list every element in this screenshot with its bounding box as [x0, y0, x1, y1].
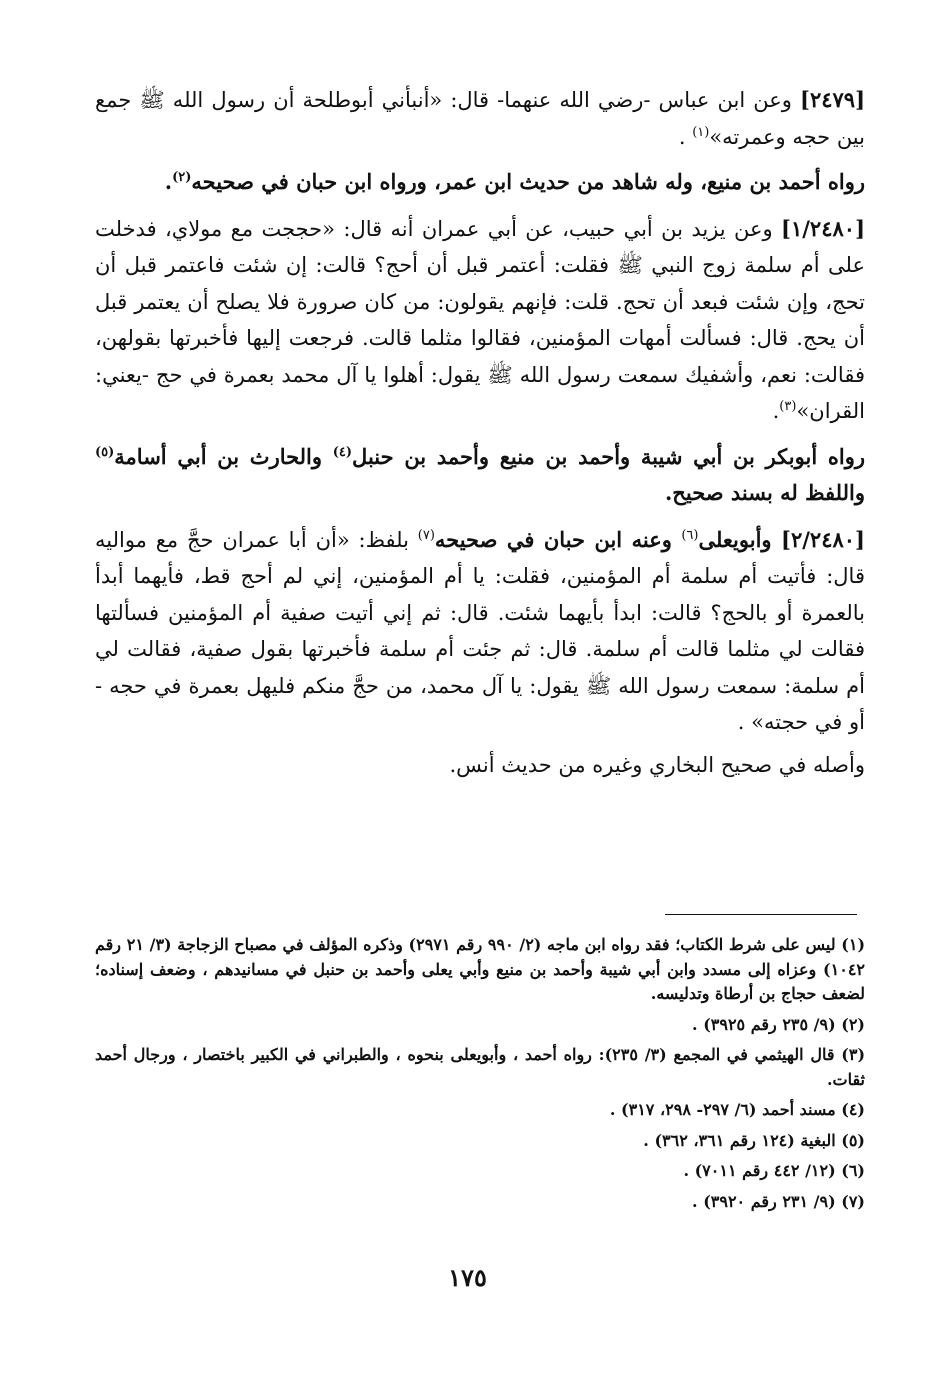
footnote-5: (٥) البغية (١٢٤ رقم ٣٦١، ٣٦٢) .	[643, 1130, 865, 1150]
footnote-ref-2[interactable]: (٢)	[172, 170, 192, 185]
takhrij-part-2: والحارث بن أبي أسامة	[114, 443, 333, 469]
footnote-3: (٣) قال الهيثمي في المجمع (٣/ ٢٣٥): رواه أحمد ، وأبويعلى بنحوه ، والطبراني في الكبير باختصار ، ورجال أحمد ثقات.	[95, 1045, 866, 1089]
hadith-end: .	[678, 124, 693, 149]
footnote-2: (٢) (٩/ ٢٣٥ رقم ٣٩٢٥) .	[692, 1014, 865, 1034]
takhrij-2480-1	[95, 439, 865, 512]
footnote-ref-7[interactable]: (٧)	[417, 527, 435, 543]
hadith-part-2: وعنه ابن حبان في صحيحه	[434, 526, 682, 552]
footnote-separator	[665, 914, 857, 915]
footnote-ref-6[interactable]: (٦)	[681, 527, 699, 543]
hadith-text: وعن يزيد بن أبي حبيب، عن أبي عمران أنه قال: «حججت مع مولاي، فدخلت على أم سلمة زوج النبي ﷺ فقلت: أعتمر قبل أن أحج؟ قالت: إن شئت فاعتمر قبل أن تحج، وإن شئت فبعد أن تحج. قلت: فإنهم يقولون: من كان صرورة فلا يصلح أن يعتمر قبل أن يحج. قال: فسألت أمهات المؤمنين، فقالوا مثلما قالت. فرجعت إليها فأخبرتها بقولهن، فقالت: نعم، وأشفيك سمعت رسول الله ﷺ يقول: أهلوا يا آل محمد بعمرة في حج -يعني: القران»	[95, 216, 865, 423]
hadith-part-1: وأبويعلى	[698, 526, 782, 552]
main-text	[95, 82, 865, 783]
takhrij-end: .	[164, 169, 173, 194]
footnote-ref-1[interactable]: (١)	[692, 124, 710, 140]
footnote-7: (٧) (٩/ ٢٣١ رقم ٣٩٢٠) .	[692, 1191, 865, 1211]
footnotes	[95, 933, 865, 1220]
takhrij-2479	[95, 164, 865, 201]
page-number: ١٧٥	[448, 1263, 487, 1292]
takhrij-text: رواه أحمد بن منيع، وله شاهد من حديث ابن عمر، ورواه ابن حبان في صحيحه	[191, 169, 865, 194]
hadith-number: [١/٢٤٨٠]	[781, 215, 865, 241]
hadith-2480-2	[95, 522, 865, 741]
hadith-number: [٢٤٧٩]	[800, 87, 865, 112]
hadith-part-3: بلفظ: «أن أبا عمران حجَّ مع مواليه قال: فأتيت أم سلمة أم المؤمنين، فقلت: يا أم المؤمنين، إني لم أحج قط، فأيهما أبدأ بالعمرة أو بالحج؟ قالت: ابدأ بأيهما شئت. قال: ثم إني أتيت صفية أم المؤمنين فسألتها فقالت لي مثلما قالت أم سلمة. قال: ثم جئت أم سلمة فأخبرتها بقول صفية، فقالت لي أم سلمة: سمعت رسول الله ﷺ يقول: يا آل محمد، من حجَّ منكم فليهل بعمرة في حجه - أو في حجته» .	[95, 527, 865, 734]
footnote-ref-5[interactable]: (٥)	[95, 444, 115, 460]
takhrij-part-1: رواه أبوبكر بن أبي شيبة وأحمد بن منيع وأحمد بن حنبل	[352, 443, 865, 469]
closing-line: وأصله في صحيح البخاري وغيره من حديث أنس.	[449, 752, 865, 777]
takhrij-part-3: واللفظ له بسند صحيح.	[664, 480, 865, 505]
footnote-1: (١) ليس على شرط الكتاب؛ فقد رواه ابن ماجه (٢/ ٩٩٠ رقم ٢٩٧١) وذكره المؤلف في مصباح الزجاجة (٣/ ٢١ رقم ١٠٤٢) وعزاه إلى مسدد وابن أبي شيبة وأحمد بن منيع وأبي يعلى وأحمد بن حنبل في مسانيدهم ، وضعف إسناده؛ لضعف حجاج بن أرطاة وتدليسه.	[95, 935, 866, 1003]
hadith-end: .	[772, 399, 780, 423]
footnote-6: (٦) (١٢/ ٤٤٢ رقم ٧٠١١) .	[683, 1161, 865, 1180]
footnote-ref-4[interactable]: (٤)	[332, 444, 353, 460]
hadith-2480-1	[95, 211, 865, 430]
footnote-ref-3[interactable]: (٣)	[779, 399, 797, 414]
hadith-2479	[95, 82, 865, 155]
footnote-4: (٤) مسند أحمد (٦/ ٢٩٧- ٢٩٨، ٣١٧) .	[609, 1100, 865, 1119]
hadith-text: وعن ابن عباس -رضي الله عنهما- قال: «أنبأني أبوطلحة أن رسول الله ﷺ جمع بين حجه وعمرته»	[95, 88, 865, 149]
hadith-number: [٢/٢٤٨٠]	[781, 526, 865, 552]
